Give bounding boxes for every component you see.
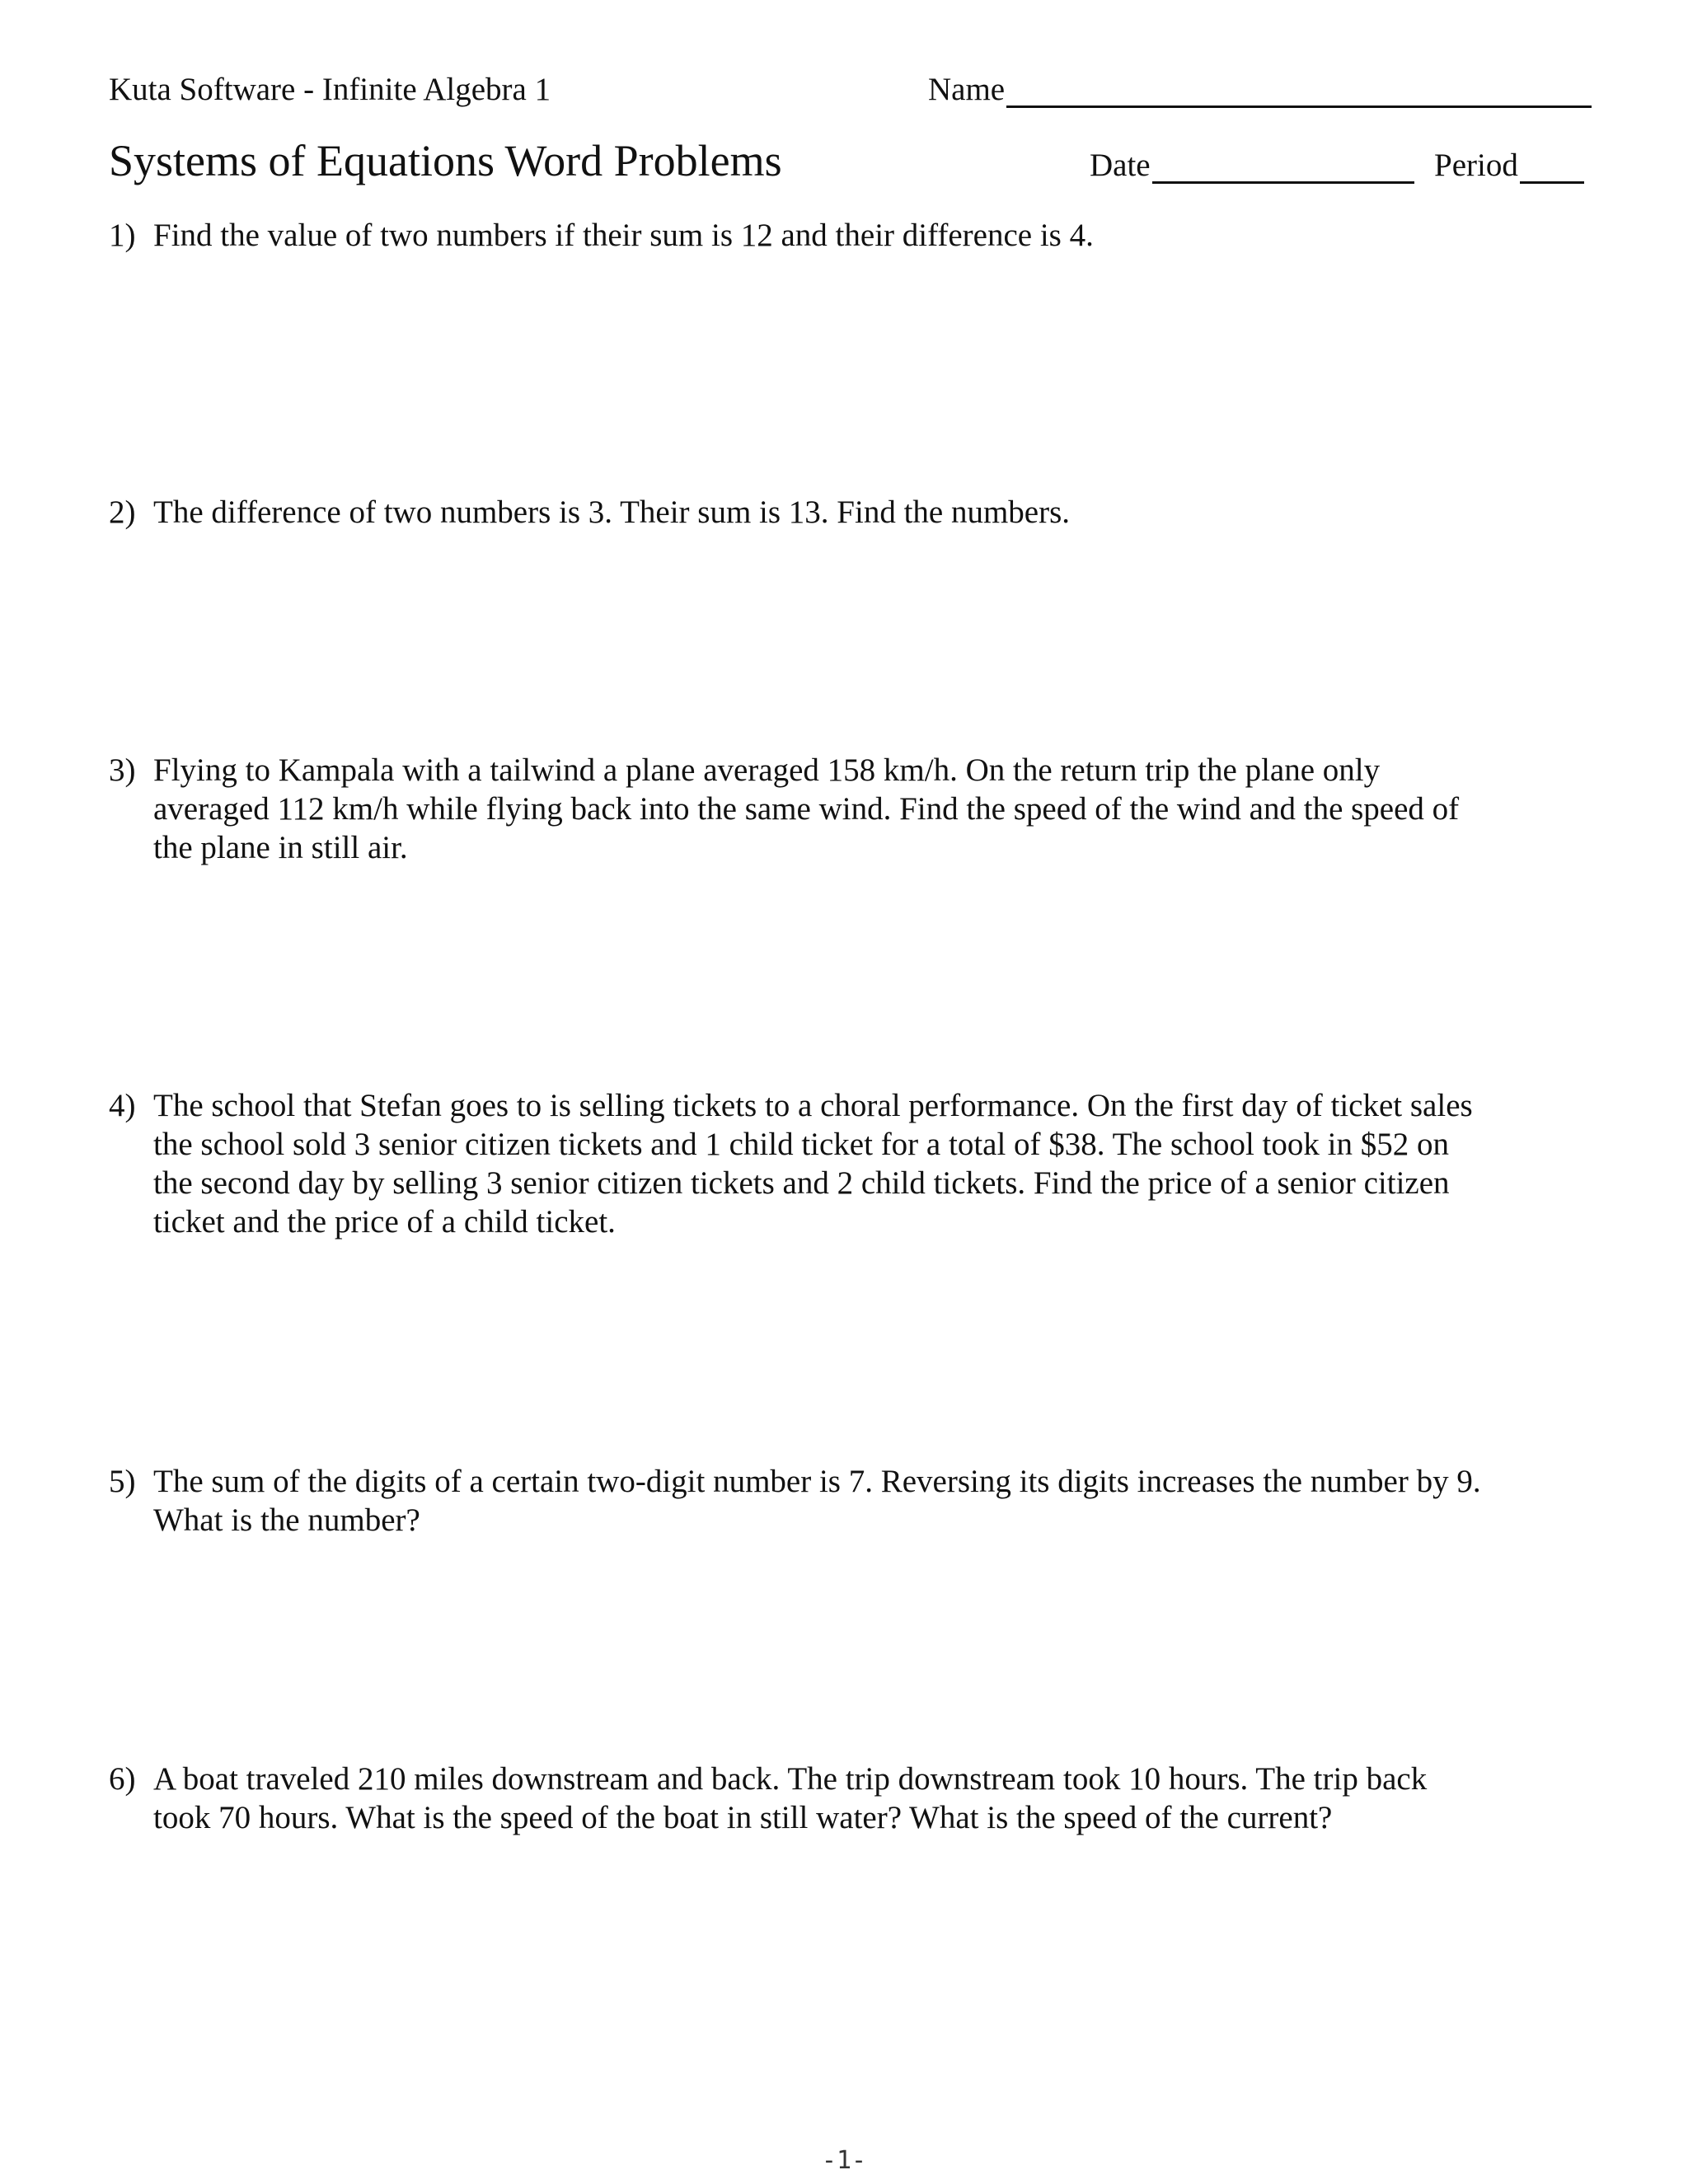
problem-text: The school that Stefan goes to is selling tickets to a choral performance. On the first day of ticket sales the school sold 3 senior citizen tickets and 1 child ticket for a total of $38. The school took in $52 on the second day by selling 3 senior citizen tickets and 2 child tickets. Find the price of a senior citizen ticket and the price of a child ticket.: [153, 1088, 1473, 1240]
problem-text: A boat traveled 210 miles downstream and back. The trip downstream took 10 hours. The trip back took 70 hours. What is the speed of the boat in still water? What is the speed of the current?: [153, 1761, 1428, 1835]
period-blank-line[interactable]: [1520, 148, 1584, 184]
problem-number: 6): [109, 1761, 136, 1797]
date-field[interactable]: [1090, 147, 1414, 184]
problem-number: 2): [109, 494, 136, 530]
name-label: Name: [928, 72, 1006, 107]
problem-4: [109, 1086, 1543, 1241]
problem-6: [109, 1760, 1543, 1837]
problem-number: 1): [109, 218, 136, 253]
problem-text: The difference of two numbers is 3. Their sum is 13. Find the numbers.: [153, 494, 1071, 530]
problem-number: 4): [109, 1088, 136, 1123]
problem-5: [109, 1462, 1543, 1540]
problem-number: 3): [109, 752, 136, 788]
page-title: Systems of Equations Word Problems: [109, 136, 782, 185]
period-label: Period: [1434, 148, 1518, 183]
name-field[interactable]: [928, 71, 1592, 108]
problem-1: [109, 216, 1543, 255]
problem-3: [109, 751, 1543, 867]
problem-text: The sum of the digits of a certain two-digit number is 7. Reversing its digits increases the number by 9. What is the number?: [153, 1464, 1481, 1538]
page-number: -1-: [821, 2146, 867, 2175]
problem-number: 5): [109, 1464, 136, 1499]
period-field[interactable]: [1434, 147, 1584, 184]
publisher-label: Kuta Software - Infinite Algebra 1: [109, 72, 551, 107]
date-blank-line[interactable]: [1152, 148, 1414, 184]
problem-text: Find the value of two numbers if their sum is 12 and their difference is 4.: [153, 218, 1094, 253]
problem-text: Flying to Kampala with a tailwind a plane averaged 158 km/h. On the return trip the plane only averaged 112 km/h while flying back into the same wind. Find the speed of the wind and the speed of the plane in still air.: [153, 752, 1460, 865]
date-label: Date: [1090, 148, 1151, 183]
name-blank-line[interactable]: [1006, 73, 1592, 108]
problem-2: [109, 493, 1543, 532]
